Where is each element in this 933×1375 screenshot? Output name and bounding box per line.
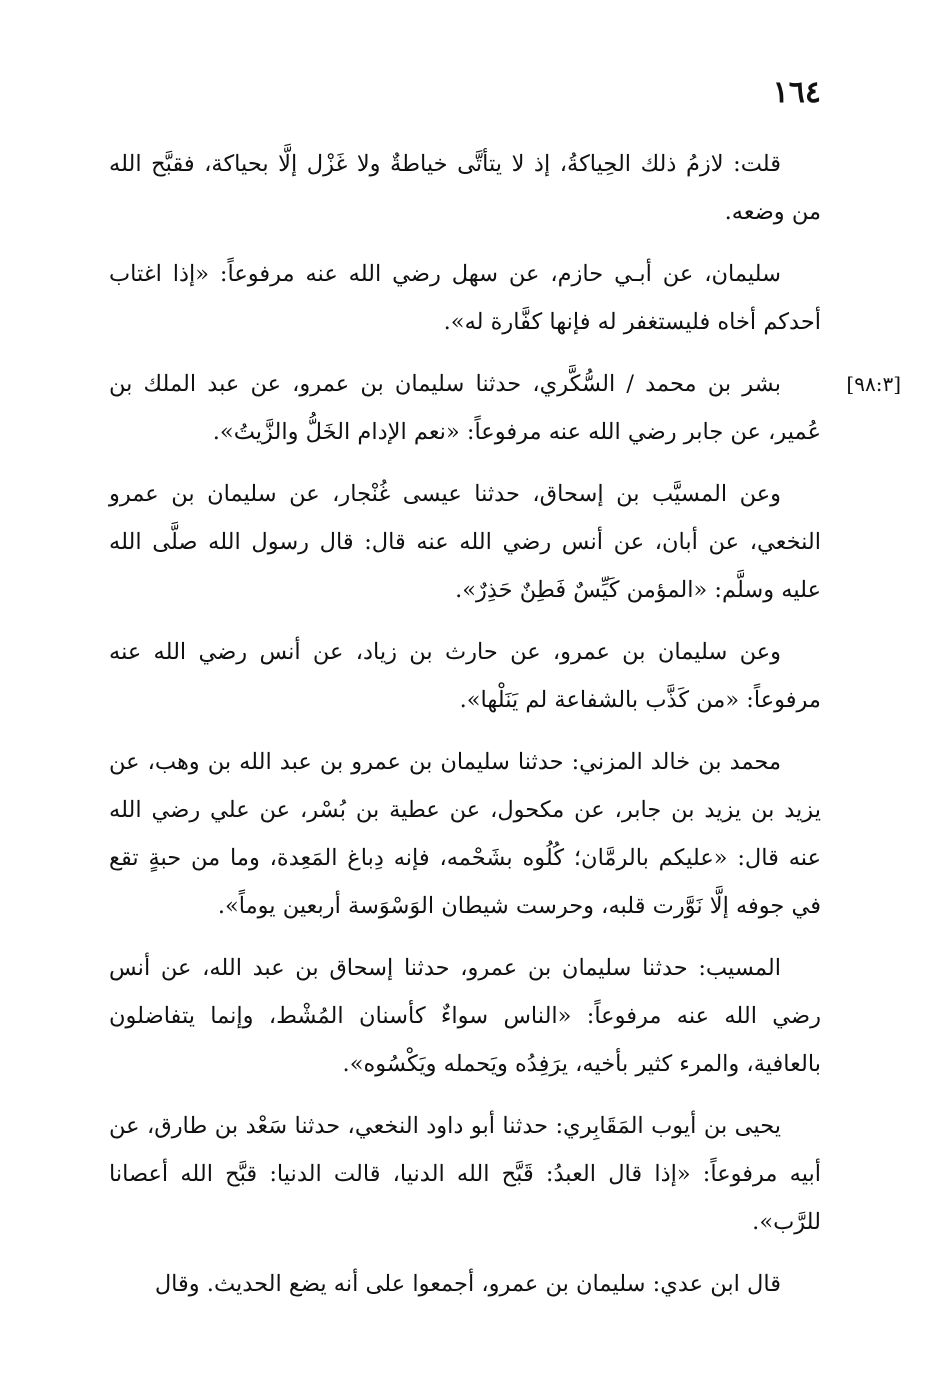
margin-reference: [٩٨:٣] bbox=[846, 372, 901, 396]
paragraph-9 bbox=[109, 1260, 821, 1308]
paragraph-text: قلت: لازمُ ذلك الحِياكةُ، إذ لا يتأتَّى خياطةٌ ولا غَزْل إلَّا بحياكة، فقبَّح الله من وضعه. bbox=[109, 151, 821, 225]
paragraph-1 bbox=[109, 140, 821, 236]
paragraph-8 bbox=[109, 1102, 821, 1246]
paragraph-text: وعن المسيَّب بن إسحاق، حدثنا عيسى غُنْجار، عن سليمان بن عمرو النخعي، عن أبان، عن أنس رضي الله عنه قال: قال رسول الله صلَّى الله عليه وسلَّم: «المؤمن كَيِّسٌ فَطِنٌ حَذِرٌ». bbox=[109, 481, 821, 603]
paragraph-text: وعن سليمان بن عمرو، عن حارث بن زياد، عن أنس رضي الله عنه مرفوعاً: «من كَذَّب بالشفاعة لم يَنَلْها». bbox=[109, 639, 821, 713]
paragraph-2 bbox=[109, 250, 821, 346]
paragraph-6 bbox=[109, 738, 821, 930]
body-text bbox=[109, 140, 901, 1322]
paragraph-5 bbox=[109, 628, 821, 724]
paragraph-3 bbox=[109, 360, 901, 456]
paragraph-4 bbox=[109, 470, 821, 614]
paragraph-7 bbox=[109, 944, 821, 1088]
paragraph-text: يحيى بن أيوب المَقَابِري: حدثنا أبو داود النخعي، حدثنا سَعْد بن طارق، عن أبيه مرفوعاً: «إذا قال العبدُ: قَبَّح الله الدنيا، قالت الدنيا: قبَّح الله أعصانا للرَّب». bbox=[109, 1113, 821, 1235]
paragraph-text: سليمان، عن أبـي حازم، عن سهل رضي الله عنه مرفوعاً: «إذا اغتاب أحدكم أخاه فليستغفر له فإنها كفَّارة له». bbox=[109, 261, 821, 335]
paragraph-text: بشر بن محمد / السُّكَّري، حدثنا سليمان بن عمرو، عن عبد الملك بن عُمير، عن جابر رضي الله عنه مرفوعاً: «نعم الإدام الخَلُّ والزَّيتُ». bbox=[109, 371, 821, 445]
paragraph-text: محمد بن خالد المزني: حدثنا سليمان بن عمرو بن عبد الله بن وهب، عن يزيد بن يزيد بن جابر، عن مكحول، عن عطية بن بُسْر، عن علي رضي الله عنه قال: «عليكم بالرمَّان؛ كُلُوه بشَحْمه، فإنه دِباغ المَعِدة، وما من حبةٍ تقع في جوفه إلَّا نَوَّرت قلبه، وحرست شيطان الوَسْوَسة أربعين يوماً». bbox=[109, 749, 821, 919]
page-number: ١٦٤ bbox=[772, 75, 821, 110]
paragraph-text: المسيب: حدثنا سليمان بن عمرو، حدثنا إسحاق بن عبد الله، عن أنس رضي الله عنه مرفوعاً: «الناس سواءٌ كأسنان المُشْط، وإنما يتفاضلون بالعافية، والمرء كثير بأخيه، يرَفِدُه ويَحمله ويَكْسُوه». bbox=[109, 955, 821, 1077]
paragraph-text: قال ابن عدي: سليمان بن عمرو، أجمعوا على أنه يضع الحديث. وقال bbox=[154, 1271, 781, 1297]
